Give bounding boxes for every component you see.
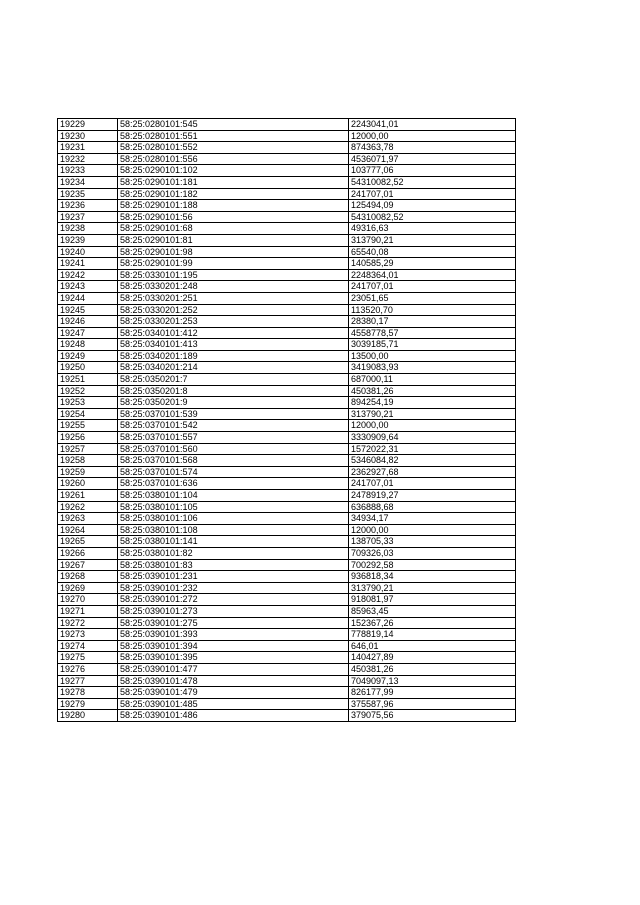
row-number-cell: 19278: [58, 687, 118, 699]
value-cell: 450381,26: [349, 385, 516, 397]
cadastral-number-cell: 58:25:0350201:7: [118, 374, 349, 386]
table-row: [58, 385, 516, 397]
row-number-cell: 19234: [58, 176, 118, 188]
row-number-cell: 19240: [58, 246, 118, 258]
cadastral-number-cell: 58:25:0380101:105: [118, 501, 349, 513]
table-row: [58, 188, 516, 200]
cadastral-number-cell: 58:25:0380101:106: [118, 513, 349, 525]
value-cell: 936818,34: [349, 571, 516, 583]
cadastral-number-cell: 58:25:0370101:539: [118, 408, 349, 420]
row-number-cell: 19275: [58, 652, 118, 664]
value-cell: 241707,01: [349, 281, 516, 293]
row-number-cell: 19246: [58, 316, 118, 328]
value-cell: 4536071,97: [349, 153, 516, 165]
cadastral-number-cell: 58:25:0350201:9: [118, 397, 349, 409]
value-cell: 313790,21: [349, 234, 516, 246]
value-cell: 138705,33: [349, 536, 516, 548]
table-row: [58, 466, 516, 478]
value-cell: 140427,89: [349, 652, 516, 664]
row-number-cell: 19250: [58, 362, 118, 374]
value-cell: 12000,00: [349, 524, 516, 536]
value-cell: 241707,01: [349, 478, 516, 490]
value-cell: 379075,56: [349, 710, 516, 722]
cadastral-number-cell: 58:25:0380101:82: [118, 547, 349, 559]
row-number-cell: 19243: [58, 281, 118, 293]
row-number-cell: 19242: [58, 269, 118, 281]
row-number-cell: 19239: [58, 234, 118, 246]
row-number-cell: 19260: [58, 478, 118, 490]
value-cell: 241707,01: [349, 188, 516, 200]
value-cell: 2243041,01: [349, 119, 516, 131]
table-row: [58, 501, 516, 513]
value-cell: 13500,00: [349, 350, 516, 362]
table-row: [58, 130, 516, 142]
value-cell: 3419083,93: [349, 362, 516, 374]
row-number-cell: 19267: [58, 559, 118, 571]
cadastral-number-cell: 58:25:0340201:214: [118, 362, 349, 374]
cadastral-number-cell: 58:25:0390101:479: [118, 687, 349, 699]
table-row: [58, 374, 516, 386]
table-row: [58, 339, 516, 351]
value-cell: 826177,99: [349, 687, 516, 699]
value-cell: 125494,09: [349, 200, 516, 212]
cadastral-number-cell: 58:25:0390101:231: [118, 571, 349, 583]
table-row: [58, 246, 516, 258]
cadastral-number-cell: 58:25:0290101:102: [118, 165, 349, 177]
cadastral-number-cell: 58:25:0290101:56: [118, 211, 349, 223]
table-row: [58, 617, 516, 629]
row-number-cell: 19248: [58, 339, 118, 351]
cadastral-number-cell: 58:25:0290101:181: [118, 176, 349, 188]
table-row: [58, 304, 516, 316]
value-cell: 4558778,57: [349, 327, 516, 339]
table-row: [58, 559, 516, 571]
cadastral-value-table: [57, 118, 516, 722]
table-row: [58, 153, 516, 165]
row-number-cell: 19263: [58, 513, 118, 525]
table-row: [58, 675, 516, 687]
table-row: [58, 142, 516, 154]
cadastral-number-cell: 58:25:0390101:395: [118, 652, 349, 664]
table-row: [58, 223, 516, 235]
cadastral-number-cell: 58:25:0390101:486: [118, 710, 349, 722]
cadastral-number-cell: 58:25:0330201:251: [118, 292, 349, 304]
table-row: [58, 455, 516, 467]
cadastral-number-cell: 58:25:0290101:99: [118, 258, 349, 270]
value-cell: 2248364,01: [349, 269, 516, 281]
row-number-cell: 19270: [58, 594, 118, 606]
row-number-cell: 19241: [58, 258, 118, 270]
cadastral-number-cell: 58:25:0390101:478: [118, 675, 349, 687]
table-row: [58, 420, 516, 432]
row-number-cell: 19271: [58, 605, 118, 617]
row-number-cell: 19257: [58, 443, 118, 455]
row-number-cell: 19235: [58, 188, 118, 200]
table-row: [58, 524, 516, 536]
table-row: [58, 176, 516, 188]
value-cell: 5346084,82: [349, 455, 516, 467]
row-number-cell: 19268: [58, 571, 118, 583]
row-number-cell: 19255: [58, 420, 118, 432]
row-number-cell: 19276: [58, 663, 118, 675]
cadastral-number-cell: 58:25:0330201:253: [118, 316, 349, 328]
row-number-cell: 19253: [58, 397, 118, 409]
table-row: [58, 327, 516, 339]
cadastral-number-cell: 58:25:0290101:81: [118, 234, 349, 246]
value-cell: 778819,14: [349, 629, 516, 641]
cadastral-number-cell: 58:25:0340201:189: [118, 350, 349, 362]
table-row: [58, 292, 516, 304]
value-cell: 450381,26: [349, 663, 516, 675]
table-row: [58, 536, 516, 548]
table-row: [58, 234, 516, 246]
cadastral-number-cell: 58:25:0280101:556: [118, 153, 349, 165]
cadastral-number-cell: 58:25:0290101:188: [118, 200, 349, 212]
cadastral-number-cell: 58:25:0380101:108: [118, 524, 349, 536]
value-cell: 34934,17: [349, 513, 516, 525]
table-row: [58, 640, 516, 652]
table-row: [58, 698, 516, 710]
row-number-cell: 19256: [58, 432, 118, 444]
value-cell: 375587,96: [349, 698, 516, 710]
row-number-cell: 19230: [58, 130, 118, 142]
cadastral-number-cell: 58:25:0370101:574: [118, 466, 349, 478]
table-row: [58, 443, 516, 455]
row-number-cell: 19258: [58, 455, 118, 467]
value-cell: 3330909,64: [349, 432, 516, 444]
value-cell: 54310082,52: [349, 211, 516, 223]
cadastral-number-cell: 58:25:0380101:141: [118, 536, 349, 548]
cadastral-number-cell: 58:25:0340101:412: [118, 327, 349, 339]
row-number-cell: 19266: [58, 547, 118, 559]
value-cell: 49316,63: [349, 223, 516, 235]
table-row: [58, 432, 516, 444]
cadastral-number-cell: 58:25:0390101:477: [118, 663, 349, 675]
row-number-cell: 19245: [58, 304, 118, 316]
cadastral-number-cell: 58:25:0390101:485: [118, 698, 349, 710]
value-cell: 700292,58: [349, 559, 516, 571]
table-row: [58, 200, 516, 212]
table-row: [58, 710, 516, 722]
cadastral-number-cell: 58:25:0290101:182: [118, 188, 349, 200]
value-cell: 2478919,27: [349, 490, 516, 502]
cadastral-number-cell: 58:25:0370101:560: [118, 443, 349, 455]
value-cell: 636888,68: [349, 501, 516, 513]
value-cell: 152367,26: [349, 617, 516, 629]
value-cell: 54310082,52: [349, 176, 516, 188]
cadastral-number-cell: 58:25:0380101:83: [118, 559, 349, 571]
value-cell: 646,01: [349, 640, 516, 652]
value-cell: 313790,21: [349, 408, 516, 420]
row-number-cell: 19252: [58, 385, 118, 397]
cadastral-number-cell: 58:25:0290101:98: [118, 246, 349, 258]
table-row: [58, 594, 516, 606]
table-row: [58, 362, 516, 374]
cadastral-number-cell: 58:25:0390101:273: [118, 605, 349, 617]
row-number-cell: 19269: [58, 582, 118, 594]
table-row: [58, 478, 516, 490]
cadastral-number-cell: 58:25:0350201:8: [118, 385, 349, 397]
value-cell: 918081,97: [349, 594, 516, 606]
row-number-cell: 19247: [58, 327, 118, 339]
table-row: [58, 513, 516, 525]
table-body: [58, 119, 516, 722]
cadastral-number-cell: 58:25:0390101:394: [118, 640, 349, 652]
cadastral-number-cell: 58:25:0390101:232: [118, 582, 349, 594]
cadastral-number-cell: 58:25:0330201:252: [118, 304, 349, 316]
row-number-cell: 19231: [58, 142, 118, 154]
cadastral-number-cell: 58:25:0280101:551: [118, 130, 349, 142]
cadastral-number-cell: 58:25:0330101:195: [118, 269, 349, 281]
row-number-cell: 19232: [58, 153, 118, 165]
value-cell: 28380,17: [349, 316, 516, 328]
row-number-cell: 19277: [58, 675, 118, 687]
row-number-cell: 19251: [58, 374, 118, 386]
table-row: [58, 316, 516, 328]
value-cell: 103777,06: [349, 165, 516, 177]
value-cell: 7049097,13: [349, 675, 516, 687]
table-row: [58, 605, 516, 617]
table-row: [58, 582, 516, 594]
cadastral-number-cell: 58:25:0290101:68: [118, 223, 349, 235]
table-row: [58, 258, 516, 270]
table-row: [58, 663, 516, 675]
table-row: [58, 281, 516, 293]
value-cell: 12000,00: [349, 420, 516, 432]
value-cell: 85963,45: [349, 605, 516, 617]
value-cell: 65540,08: [349, 246, 516, 258]
row-number-cell: 19259: [58, 466, 118, 478]
row-number-cell: 19280: [58, 710, 118, 722]
value-cell: 23051,65: [349, 292, 516, 304]
row-number-cell: 19238: [58, 223, 118, 235]
value-cell: 687000,11: [349, 374, 516, 386]
value-cell: 2362927,68: [349, 466, 516, 478]
cadastral-number-cell: 58:25:0370101:636: [118, 478, 349, 490]
cadastral-number-cell: 58:25:0390101:275: [118, 617, 349, 629]
row-number-cell: 19236: [58, 200, 118, 212]
cadastral-number-cell: 58:25:0340101:413: [118, 339, 349, 351]
row-number-cell: 19274: [58, 640, 118, 652]
cadastral-number-cell: 58:25:0370101:557: [118, 432, 349, 444]
row-number-cell: 19229: [58, 119, 118, 131]
row-number-cell: 19233: [58, 165, 118, 177]
cadastral-number-cell: 58:25:0380101:104: [118, 490, 349, 502]
row-number-cell: 19265: [58, 536, 118, 548]
value-cell: 313790,21: [349, 582, 516, 594]
table-row: [58, 652, 516, 664]
table-row: [58, 408, 516, 420]
row-number-cell: 19273: [58, 629, 118, 641]
table-row: [58, 490, 516, 502]
row-number-cell: 19254: [58, 408, 118, 420]
value-cell: 894254,19: [349, 397, 516, 409]
table-row: [58, 629, 516, 641]
cadastral-number-cell: 58:25:0370101:542: [118, 420, 349, 432]
value-cell: 874363,78: [349, 142, 516, 154]
table-row: [58, 687, 516, 699]
table-row: [58, 350, 516, 362]
cadastral-number-cell: 58:25:0370101:568: [118, 455, 349, 467]
value-cell: 1572022,31: [349, 443, 516, 455]
row-number-cell: 19264: [58, 524, 118, 536]
cadastral-number-cell: 58:25:0280101:545: [118, 119, 349, 131]
table-row: [58, 571, 516, 583]
value-cell: 3039185,71: [349, 339, 516, 351]
table-row: [58, 165, 516, 177]
table-row: [58, 397, 516, 409]
row-number-cell: 19237: [58, 211, 118, 223]
table-row: [58, 211, 516, 223]
row-number-cell: 19244: [58, 292, 118, 304]
row-number-cell: 19262: [58, 501, 118, 513]
row-number-cell: 19249: [58, 350, 118, 362]
value-cell: 140585,29: [349, 258, 516, 270]
table-row: [58, 547, 516, 559]
cadastral-number-cell: 58:25:0280101:552: [118, 142, 349, 154]
row-number-cell: 19279: [58, 698, 118, 710]
cadastral-number-cell: 58:25:0390101:272: [118, 594, 349, 606]
value-cell: 113520,70: [349, 304, 516, 316]
cadastral-number-cell: 58:25:0390101:393: [118, 629, 349, 641]
cadastral-number-cell: 58:25:0330201:248: [118, 281, 349, 293]
table-row: [58, 119, 516, 131]
row-number-cell: 19272: [58, 617, 118, 629]
row-number-cell: 19261: [58, 490, 118, 502]
value-cell: 709326,03: [349, 547, 516, 559]
value-cell: 12000,00: [349, 130, 516, 142]
table-row: [58, 269, 516, 281]
